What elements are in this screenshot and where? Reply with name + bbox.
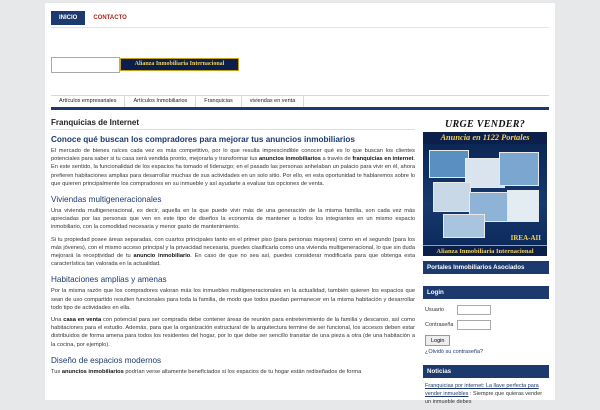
user-row (425, 305, 547, 315)
nav-inicio[interactable]: INICIO (51, 11, 85, 25)
title-divider (51, 129, 415, 130)
password-label: Contraseña (425, 322, 454, 328)
logo-placeholder (51, 57, 120, 73)
user-input[interactable] (457, 305, 491, 315)
article-title[interactable]: Conoce qué buscan los compradores para mejorar tus anuncios inmobiliarios (51, 135, 355, 144)
page-title: Franquicias de Internet (51, 118, 140, 127)
category-nav (51, 95, 549, 110)
ad-footer: Alianza Inmobiliaria Internacional (423, 245, 547, 256)
ad-screenshot-thumb (429, 150, 469, 178)
section-heading-diseno: Diseño de espacios modernos (51, 355, 162, 365)
ad-headline: URGE VENDER? (444, 119, 525, 130)
user-label: Usuario (425, 307, 444, 313)
news-snippet: : Siempre que quieras vender un inmueble debes (425, 391, 543, 405)
nav-viviendas-en-venta[interactable]: viviendas en venta (242, 96, 305, 107)
ad-bar: Anuncia en 1122 Portales (423, 132, 547, 144)
password-input[interactable] (457, 320, 491, 330)
page (45, 3, 555, 405)
ad-screenshot-thumb (433, 182, 471, 212)
login-heading: Login (423, 286, 549, 299)
section-heading-multigeneracionales: Viviendas multigeneracionales (51, 195, 162, 205)
ad-banner[interactable] (423, 117, 547, 257)
paragraph-habitaciones-2: Una casa en venta con potencial para ser comprada debe contener áreas de reunión para entretenimiento de la familia y descanso, así como habitaciones para el estudio. Además, para que la organización estructural de la arquitectura termine de ser funcional, los accesos deben estar distribuidos de forma amena para todos los residentes del hogar, por lo que debe ser sencillo transitar de una pieza a otra (de una habitación a la cocina, por ejemplo). (51, 317, 416, 348)
ad-screenshot-thumb (443, 214, 485, 238)
paragraph-habitaciones-1: Por la misma razón que los compradores valoran más los inmuebles multigeneracionales en la actualidad, también quieren los espacios que sean de uso compartido resulten funcionales para toda la familia, de modo que todos puedan permanecer en la misma habitación y desarrollar todo tipo de actividades en ella. (51, 288, 415, 311)
ad-collage-image (423, 144, 547, 245)
site-logo[interactable]: Alianza Inmobiliaria Internacional (120, 58, 239, 71)
ad-screenshot-thumb (499, 152, 539, 186)
password-row (425, 320, 547, 330)
paragraph-diseno: Tus anuncios inmobiliarios podrían verse altamente beneficiados si los espacios de tu hogar están rediseñados de forma (51, 368, 362, 375)
forgot-password-link[interactable]: ¿Olvidó su contraseña? (425, 349, 484, 355)
nav-franquicias[interactable]: Franquicias (196, 96, 241, 107)
nav-contacto[interactable]: CONTACTO (93, 15, 127, 21)
sidebar (423, 117, 549, 410)
top-nav (51, 11, 135, 25)
login-button[interactable]: Login (425, 335, 450, 346)
paragraph-multigen-2: Si tu propiedad posee áreas separadas, con cuartos principales tanto en el primer piso (para personas mayores) como en el segundo (para los más jóvenes), con el mismo acceso principal y la privacidad necesaria, puedes clasificarla como una vivienda multigeneracional, lo que sin duda mejorará la receptividad de tu anuncio inmobiliario. En caso de que no sea así, puedes considerar modificarla para que obtenga esta característica tan valorada en la actualidad. (51, 236, 415, 268)
top-divider (51, 27, 549, 28)
ad-brand-tag: IREA-AII (510, 234, 541, 242)
nav-articulos-inmobiliarios[interactable]: Artículos Inmobiliarios (125, 96, 196, 107)
main-content (51, 117, 415, 380)
portales-heading[interactable]: Portales Inmobiliarios Asociados (423, 261, 549, 274)
section-heading-habitaciones: Habitaciones amplias y amenas (51, 275, 167, 285)
paragraph-multigen-1: Una vivienda multigeneracional, es decir, aquella en la que puede vivir más de una generación de la misma familia, son cada vez más apreciadas por las personas que ven en este tipo de diseños la economía de mantener a todos los integrantes en un mismo espacio inmobiliario, con la comodidad necesaria y menor gasto de mantenimiento. (51, 208, 415, 231)
news-item (423, 378, 549, 410)
paragraph-intro: El mercado de bienes raíces cada vez es más competitivo, por lo que resulta imprescindible conocer qué es lo que buscan los clientes potenciales para saber si tu casa será vendida pronto, mejorarla y transformar tus anuncios inmobiliarios a través de franquicias en internet. En este sentido, la funcionalidad de los espacios ha tomado el liderazgo; en el pasado las personas anhelaban un palacio para vivir en él, ahora prefieren habitaciones amplias para desarrollar muchas de sus actividades en un solo sitio. Por ello, en esta oportunidad te hablaremos sobre lo que quieren principalmente los compradores en su inmueble y así ayudarte a evaluar tus opciones de venta. (51, 148, 415, 187)
login-form (423, 299, 549, 355)
news-link[interactable]: Franquicias por internet: La llave perfecta para vender inmuebles (425, 383, 539, 397)
nav-articulos-empresariales[interactable]: Artículos empresariales (51, 96, 125, 107)
news-heading: Noticias (423, 365, 549, 378)
ad-screenshot-thumb (507, 190, 539, 222)
